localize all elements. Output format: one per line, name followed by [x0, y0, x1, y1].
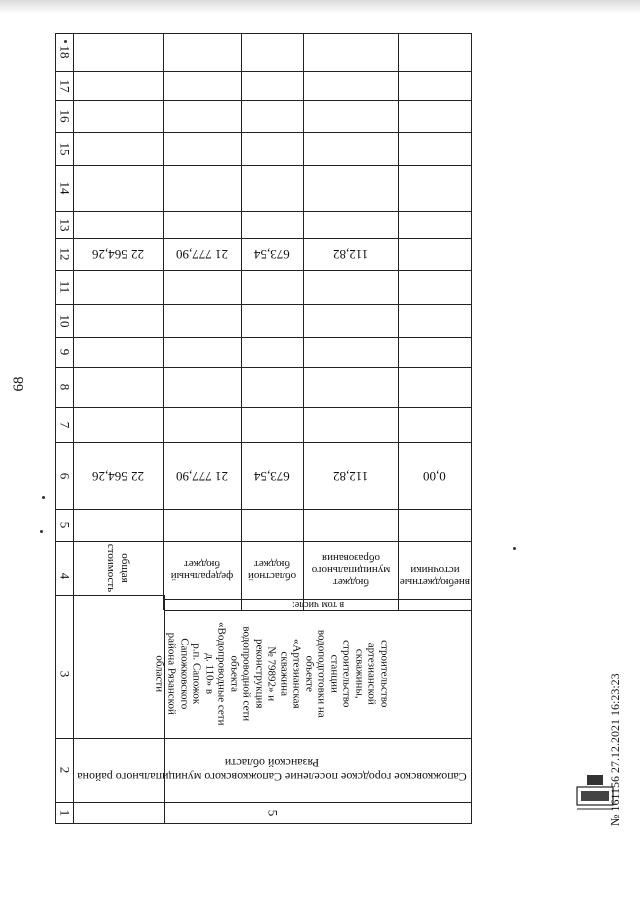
column-number: 14 [57, 181, 72, 195]
column-number: 6 [57, 472, 72, 479]
object-description: строительство артезианской скважины, строительство станции водоподготовки на объекте «Артезианская скважина № 79892» и реконструкция водопроводной сети объекта «Водопроводные сети д. 110» в р.п. Сапожок Сапожковского района Рязанской области [153, 622, 391, 726]
regional-col12-value: 673,54 [254, 247, 290, 262]
scan-speck [42, 496, 45, 499]
municipal-col6-value: 112,82 [332, 468, 369, 484]
data-table [55, 33, 472, 824]
scan-speck [513, 547, 516, 550]
offbudget-col6-value: 0,00 [423, 468, 446, 484]
column-number: 9 [57, 348, 72, 356]
municipality-name: Сапожковское городское поселение Сапожковского муниципального района Рязанской области [77, 756, 467, 784]
column-number: 17 [57, 79, 72, 92]
including-label: в том числе: [291, 599, 345, 610]
row-number: 5 [265, 809, 280, 816]
column-number: 4 [57, 572, 72, 579]
scan-speck [40, 530, 43, 533]
column-number: 8 [57, 383, 72, 391]
page-number: 68 [11, 376, 27, 392]
scan-shadow [0, 0, 640, 14]
document-id: № 161156 27.12.2021 16:23:23 [608, 673, 622, 826]
row-label-federal: федеральный бюджет [170, 558, 234, 582]
row-label-regional: областной бюджет [247, 558, 297, 582]
column-number: 11 [57, 280, 72, 294]
column-number: 3 [57, 670, 72, 678]
row-label-total: общая стоимость [105, 543, 131, 593]
column-number: 13 [57, 218, 72, 231]
column-number: 1 [57, 809, 72, 816]
column-number: 16 [57, 109, 72, 123]
federal-col12-value: 21 777,90 [176, 247, 228, 262]
row-label-municipal: бюджет муниципального образования [311, 552, 390, 588]
column-number: 5 [57, 521, 72, 529]
column-number: 7 [57, 421, 72, 428]
total-col12-value: 22 564,26 [92, 247, 144, 262]
municipal-col12-value: 112,82 [332, 247, 369, 262]
column-number: 15 [57, 142, 72, 155]
column-number: 18 [57, 45, 72, 59]
regional-col6-value: 673,54 [254, 468, 290, 484]
federal-col6-value: 21 777,90 [176, 468, 228, 484]
column-number: 2 [57, 766, 72, 774]
total-col6-value: 22 564,26 [92, 468, 144, 484]
column-number: 12 [57, 247, 72, 261]
column-number: 10 [57, 314, 72, 327]
row-label-offbudget: внебюджетные источники [399, 563, 470, 588]
